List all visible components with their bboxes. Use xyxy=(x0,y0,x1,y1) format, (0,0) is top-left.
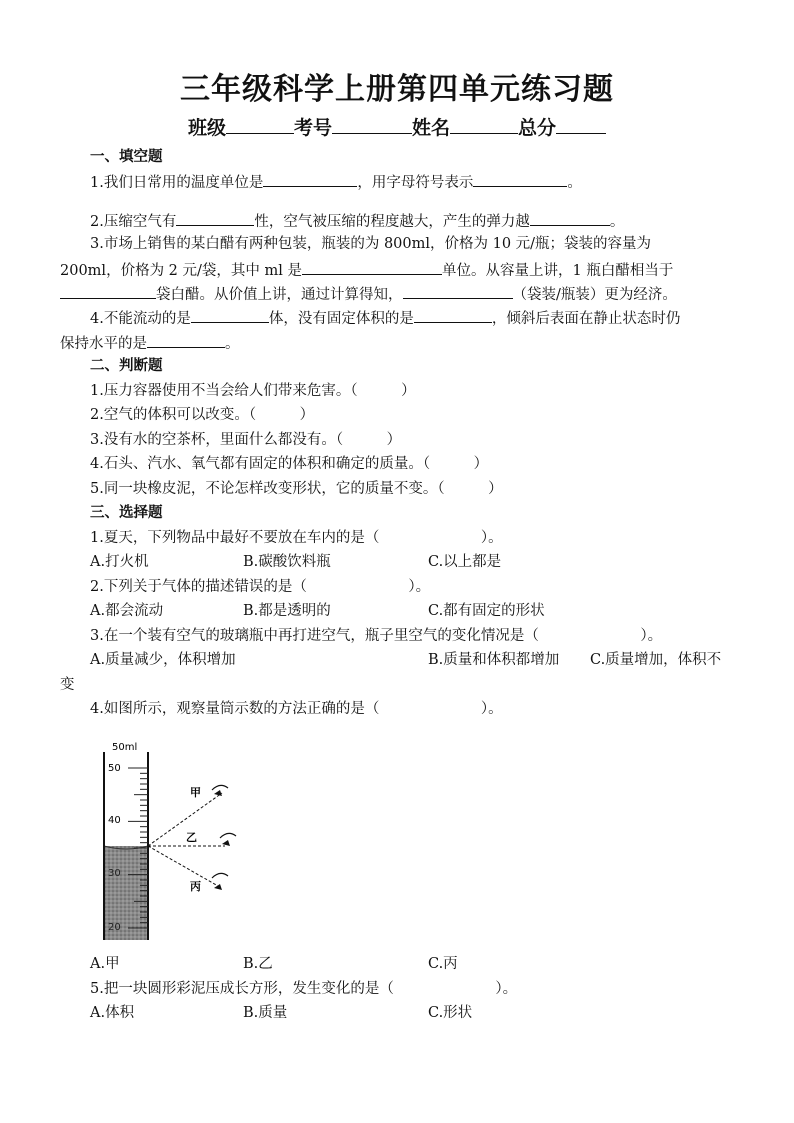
answer-blank[interactable] xyxy=(530,211,610,226)
choice-option-a[interactable]: A.都会流动 xyxy=(90,603,164,619)
section-choice-heading: 三、选择题 xyxy=(90,505,163,521)
answer-blank[interactable] xyxy=(302,260,442,275)
choice-option-a[interactable]: A.打火机 xyxy=(90,554,149,570)
tick-label-50: 50 xyxy=(108,763,121,774)
choice-option-c[interactable]: C.形状 xyxy=(428,1005,473,1021)
fill-question-2: 2.压缩空气有 性，空气被压缩的程度越大，产生的弹力越 。 xyxy=(90,211,624,231)
measuring-cylinder-diagram xyxy=(100,738,260,943)
judge-question-2: 2.空气的体积可以改变。（ ） xyxy=(90,407,315,423)
judge-question-1: 1.压力容器使用不当会给人们带来危害。（ ） xyxy=(90,383,416,399)
choice-option-a[interactable]: A.甲 xyxy=(90,956,120,972)
exam-no-blank[interactable] xyxy=(332,115,412,134)
fill-question-3-line2: 200ml，价格为 2 元/袋，其中 ml 是 单位。从容量上讲，1 瓶白醋相当于 xyxy=(60,260,673,280)
score-label: 总分 xyxy=(518,117,557,139)
choice-option-c[interactable]: C.都有固定的形状 xyxy=(428,603,545,619)
choice-option-a[interactable]: A.体积 xyxy=(90,1005,135,1021)
tick-label-20: 20 xyxy=(108,922,121,933)
score-blank[interactable] xyxy=(556,115,606,134)
section-fill-in-heading: 一、填空题 xyxy=(90,149,163,165)
measuring-cylinder-figure xyxy=(100,738,260,943)
judge-question-3: 3.没有水的空茶杯，里面什么都没有。（ ） xyxy=(90,432,402,448)
fill-question-4-line2: 保持水平的是 。 xyxy=(60,333,240,353)
exam-no-label: 考号 xyxy=(293,117,332,139)
choice-option-b[interactable]: B.乙 xyxy=(243,956,273,972)
answer-blank[interactable] xyxy=(191,308,269,323)
choice-option-b[interactable]: B.质量 xyxy=(243,1005,288,1021)
class-label: 班级 xyxy=(187,117,226,139)
eye-icon xyxy=(212,785,228,796)
fill-question-1: 1.我们日常用的温度单位是 ，用字母符号表示 。 xyxy=(90,172,582,192)
tick-label-30: 30 xyxy=(108,868,121,879)
choice-option-c[interactable]: C.以上都是 xyxy=(428,554,502,570)
student-info-line xyxy=(0,113,794,140)
choice-question-1: 1.夏天，下列物品中最好不要放在车内的是（ ）。 xyxy=(90,530,503,546)
worksheet-title: 三年级科学上册第四单元练习题 xyxy=(180,72,614,107)
judge-question-5: 5.同一块橡皮泥，不论怎样改变形状，它的质量不变。（ ） xyxy=(90,481,503,497)
choice-question-5: 5.把一块圆形彩泥压成长方形，发生变化的是（ ）。 xyxy=(90,981,518,997)
choice-question-2: 2.下列关于气体的描述错误的是（ ）。 xyxy=(90,579,431,595)
choice-question-4: 4.如图所示，观察量筒示数的方法正确的是（ ）。 xyxy=(90,701,503,717)
fill-question-3-line1: 3.市场上销售的某白醋有两种包装，瓶装的为 800ml，价格为 10 元/瓶；袋装的容量为 xyxy=(90,236,652,252)
viewer-label-bing: 丙 xyxy=(190,880,201,893)
judge-question-4: 4.石头、汽水、氧气都有固定的体积和确定的质量。（ ） xyxy=(90,456,489,472)
answer-blank[interactable] xyxy=(176,211,254,226)
choice-option-c-wrap: 变 xyxy=(60,677,75,693)
choice-question-3: 3.在一个装有空气的玻璃瓶中再打进空气，瓶子里空气的变化情况是（ ）。 xyxy=(90,628,663,644)
answer-blank[interactable] xyxy=(403,284,513,299)
choice-option-a[interactable]: A.质量减少，体积增加 xyxy=(90,652,236,668)
answer-blank[interactable] xyxy=(414,308,492,323)
answer-blank[interactable] xyxy=(473,172,567,187)
choice-option-c[interactable]: C.丙 xyxy=(428,956,458,972)
fill-question-4-line1: 4.不能流动的是 体，没有固定体积的是 ，倾斜后表面在静止状态时仍 xyxy=(90,308,680,328)
choice-option-b[interactable]: B.质量和体积都增加 xyxy=(428,652,560,668)
choice-option-b[interactable]: B.碳酸饮料瓶 xyxy=(243,554,331,570)
class-blank[interactable] xyxy=(226,115,294,134)
name-label: 姓名 xyxy=(412,117,451,139)
choice-option-c[interactable]: C.质量增加，体积不 xyxy=(590,652,722,668)
answer-blank[interactable] xyxy=(263,172,357,187)
name-blank[interactable] xyxy=(450,115,518,134)
section-judge-heading: 二、判断题 xyxy=(90,358,163,374)
choice-option-b[interactable]: B.都是透明的 xyxy=(243,603,331,619)
viewer-label-jia: 甲 xyxy=(190,786,201,799)
eye-icon xyxy=(220,833,236,846)
viewer-label-yi: 乙 xyxy=(186,831,197,844)
tick-label-40: 40 xyxy=(108,815,121,826)
cylinder-capacity-label: 50ml xyxy=(112,742,138,753)
answer-blank[interactable] xyxy=(147,333,225,348)
fill-question-3-line3: 袋白醋。从价值上讲，通过计算得知， （袋装/瓶装）更为经济。 xyxy=(60,284,677,304)
sight-line-jia xyxy=(148,793,222,846)
sight-line-bing xyxy=(148,846,218,886)
answer-blank[interactable] xyxy=(60,284,156,299)
eye-icon xyxy=(212,873,228,890)
